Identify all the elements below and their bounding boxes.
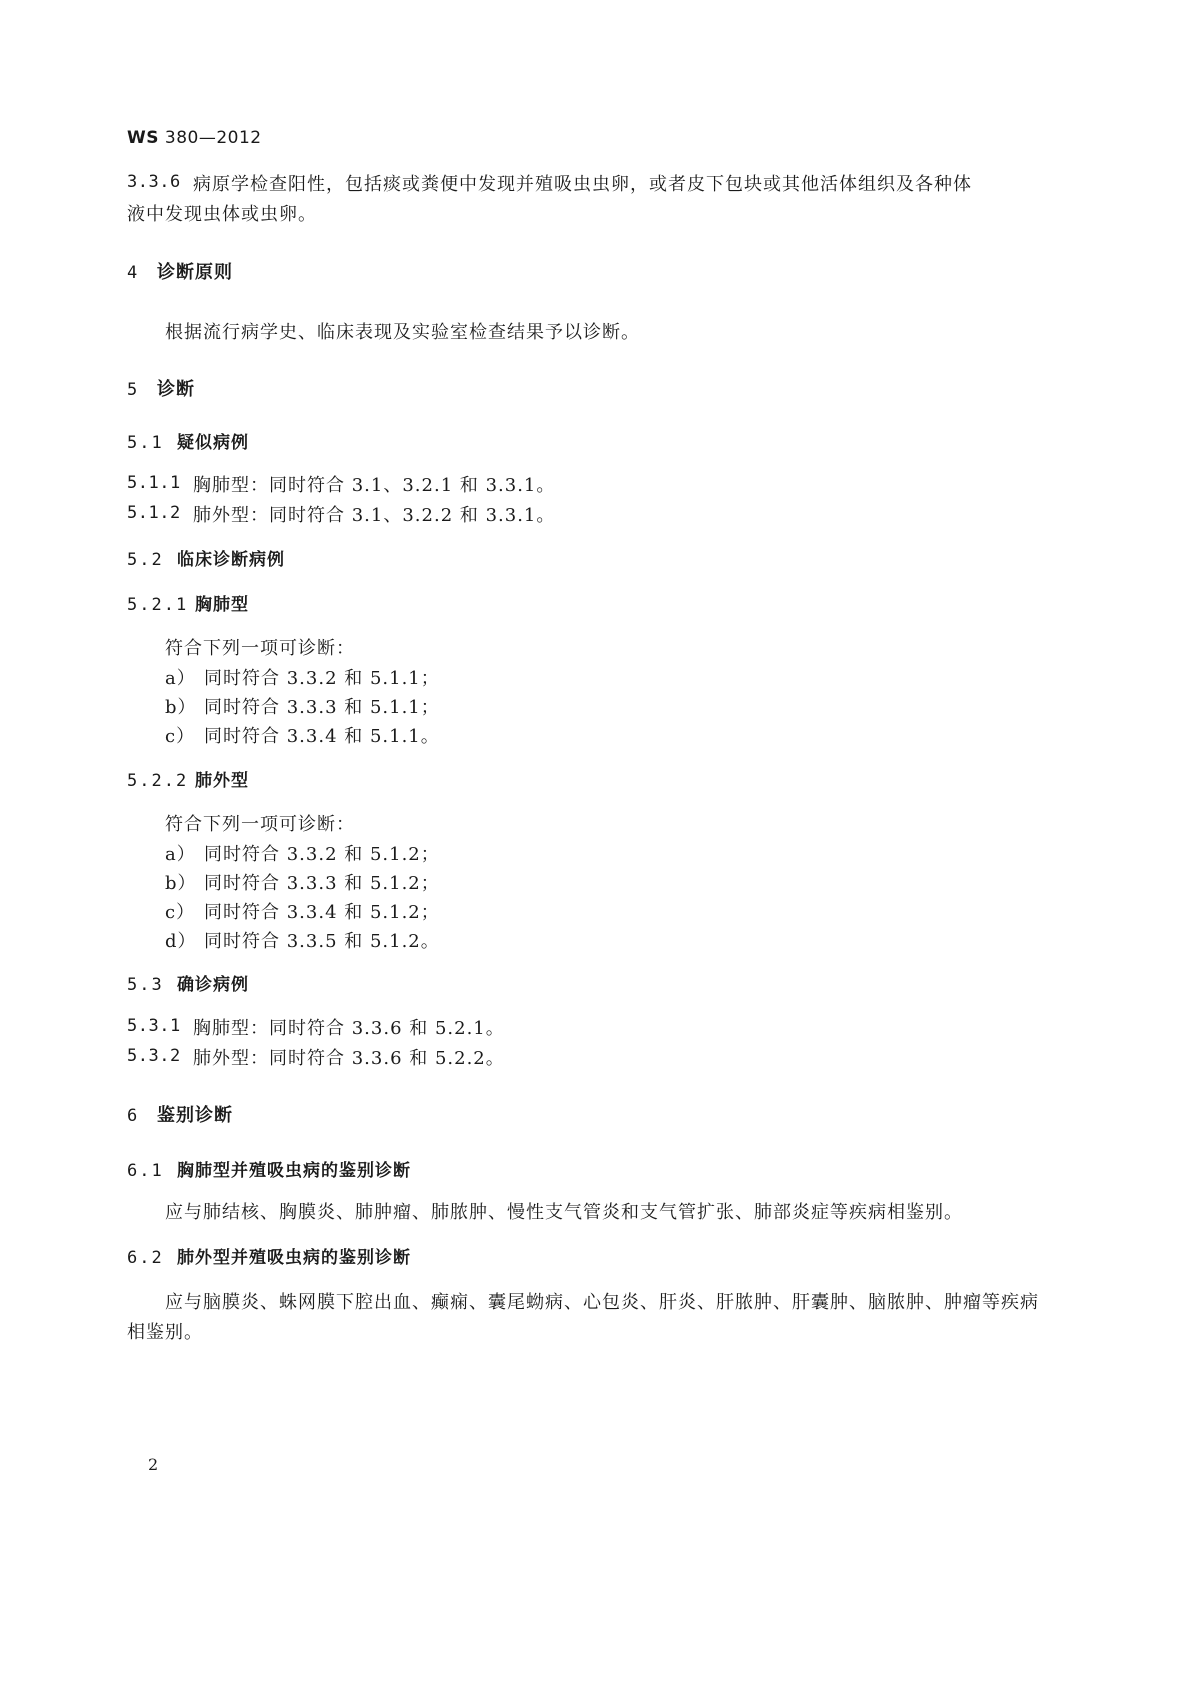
clause-number: 5.1.1 bbox=[127, 473, 181, 493]
standard-prefix: WS bbox=[127, 128, 159, 148]
paragraph-line: 病原学检查阳性，包括痰或粪便中发现并殖吸虫虫卵，或者皮下包块或其他活体组织及各种体 bbox=[193, 174, 972, 195]
subsection-heading: 6.2 肺外型并殖吸虫病的鉴别诊断 bbox=[127, 1248, 411, 1268]
clause-text: 肺外型：同时符合 3.1、3.2.2 和 3.3.1。 bbox=[193, 505, 556, 526]
clause-text: 肺外型：同时符合 3.3.6 和 5.2.2。 bbox=[193, 1048, 505, 1069]
list-item-text: 同时符合 3.3.2 和 5.1.1； bbox=[204, 668, 440, 689]
clause-number: 3.3.6 bbox=[127, 172, 181, 192]
paragraph-line: 液中发现虫体或虫卵。 bbox=[127, 204, 317, 225]
list-item-label: d） bbox=[165, 931, 197, 952]
clause-number: 5.3.1 bbox=[127, 1016, 181, 1036]
subsection-heading: 5.2 临床诊断病例 bbox=[127, 550, 285, 570]
list-item-label: b） bbox=[165, 697, 197, 718]
list-item-label: a） bbox=[165, 668, 196, 689]
list-item-text: 同时符合 3.3.3 和 5.1.1； bbox=[204, 697, 440, 718]
list-item-label: c） bbox=[165, 726, 196, 747]
list-item-label: b） bbox=[165, 873, 197, 894]
list-intro: 符合下列一项可诊断： bbox=[165, 638, 355, 659]
subsection-heading: 5.3 确诊病例 bbox=[127, 975, 249, 995]
list-item-text: 同时符合 3.3.4 和 5.1.2； bbox=[204, 902, 440, 923]
list-item-label: a） bbox=[165, 844, 196, 865]
paragraph-line: 根据流行病学史、临床表现及实验室检查结果予以诊断。 bbox=[165, 322, 640, 343]
clause-number: 5.3.2 bbox=[127, 1046, 181, 1066]
list-intro: 符合下列一项可诊断： bbox=[165, 814, 355, 835]
clause-text: 胸肺型：同时符合 3.3.6 和 5.2.1。 bbox=[193, 1018, 505, 1039]
page-number: 2 bbox=[148, 1455, 159, 1474]
subsection-heading: 5.2.1 胸肺型 bbox=[127, 595, 249, 615]
paragraph-line: 相鉴别。 bbox=[127, 1322, 203, 1343]
clause-number: 5.1.2 bbox=[127, 503, 181, 523]
section-heading: 4 诊断原则 bbox=[127, 262, 233, 283]
clause-text: 胸肺型：同时符合 3.1、3.2.1 和 3.3.1。 bbox=[193, 475, 556, 496]
section-heading: 6 鉴别诊断 bbox=[127, 1105, 233, 1126]
list-item-text: 同时符合 3.3.3 和 5.1.2； bbox=[204, 873, 440, 894]
standard-number: 380—2012 bbox=[164, 128, 262, 148]
list-item-text: 同时符合 3.3.5 和 5.1.2。 bbox=[204, 931, 440, 952]
paragraph-line: 应与脑膜炎、蛛网膜下腔出血、癫痫、囊尾蚴病、心包炎、肝炎、肝脓肿、肝囊肿、脑脓肿、肿瘤等疾病 bbox=[165, 1292, 1039, 1313]
list-item-text: 同时符合 3.3.4 和 5.1.1。 bbox=[204, 726, 440, 747]
list-item-label: c） bbox=[165, 902, 196, 923]
document-code bbox=[127, 128, 262, 148]
paragraph-line: 应与肺结核、胸膜炎、肺肿瘤、肺脓肿、慢性支气管炎和支气管扩张、肺部炎症等疾病相鉴别。 bbox=[165, 1202, 963, 1223]
list-item-text: 同时符合 3.3.2 和 5.1.2； bbox=[204, 844, 440, 865]
subsection-heading: 5.1 疑似病例 bbox=[127, 433, 249, 453]
section-heading: 5 诊断 bbox=[127, 379, 195, 400]
subsection-heading: 5.2.2 肺外型 bbox=[127, 771, 249, 791]
subsection-heading: 6.1 胸肺型并殖吸虫病的鉴别诊断 bbox=[127, 1161, 411, 1181]
